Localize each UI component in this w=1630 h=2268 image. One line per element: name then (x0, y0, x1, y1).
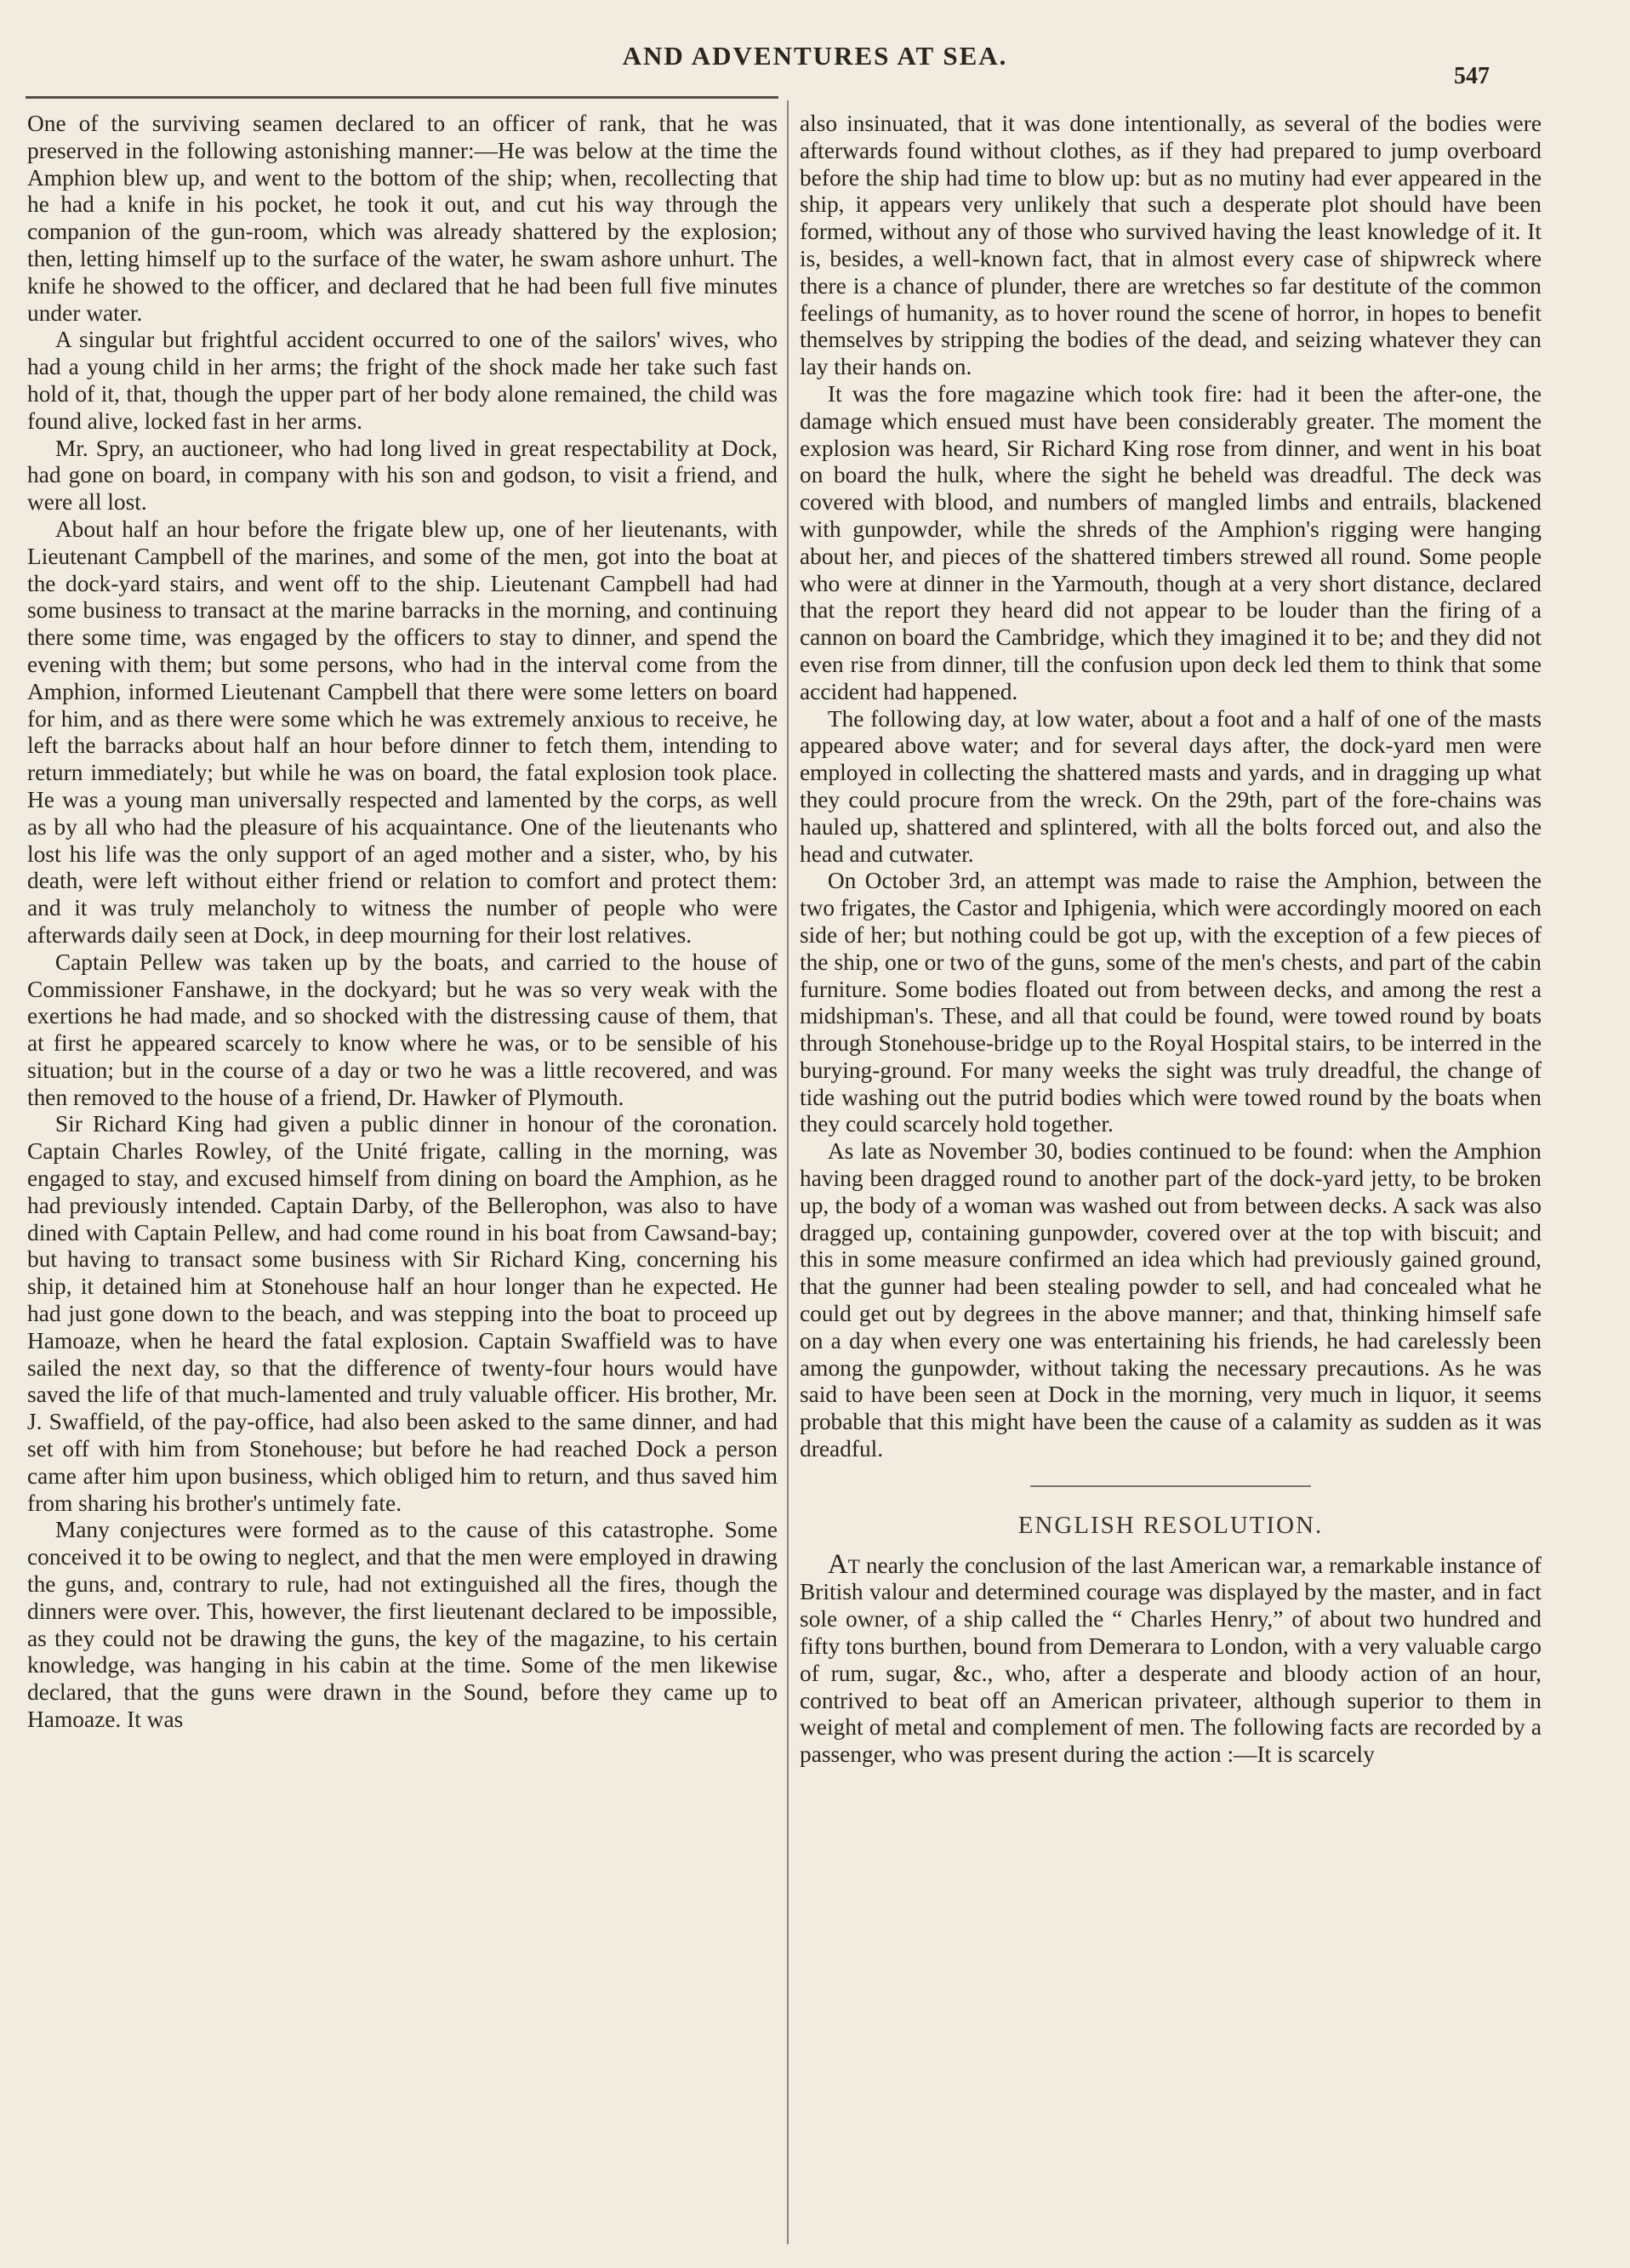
paragraph: Mr. Spry, an auctioneer, who had long lived in great respectability at Dock, had gone on board, in company with his son and godson, to visit a friend, and were all lost. (27, 435, 778, 516)
left-column (27, 111, 778, 1734)
right-column (800, 111, 1542, 1769)
paragraph: The following day, at low water, about a foot and a half of one of the masts appeared above water; and for several days after, the dock-yard men were employed in collecting the shattered masts and yards, and in dragging up what they could procure from the wreck. On the 29th, part of the fore-chains was hauled up, shattered and splintered, with all the bolts forced out, and also the head and cutwater. (800, 705, 1542, 867)
paragraph: also insinuated, that it was done intentionally, as several of the bodies were afterwards found without clothes, as if they had prepared to jump overboard before the ship had time to blow up: but as no mutiny had ever appeared in the ship, it appears very unlikely that such a desperate plot should have been formed, without any of those who survived having the least knowledge of it. It is, besides, a well-known fact, that in almost every case of shipwreck where there is a chance of plunder, there are wretches so far destitute of the common feelings of humanity, as to hover round the scene of horror, in hopes to benefit themselves by stripping the bodies of the dead, and seizing whatever they can lay their hands on. (800, 111, 1542, 380)
section-text: nearly the conclusion of the last American war, a remarkable instance of British valour and determined courage was displayed by the master, and in fact sole owner, of a ship called the “ Charles Henry,” of about two hundred and fifty tons burthen, bound from Demerara to London, with a very valuable cargo of rum, sugar, &c., who, after a desperate and bloody action of an hour, contrived to beat off an American privateer, although superior to them in weight of metal and complement of men. The following facts are recorded by a passenger, who was present during the action :—It is scarcely (800, 1552, 1542, 1768)
page-number: 547 (1454, 63, 1490, 89)
header-rule (26, 96, 778, 99)
paragraph: It was the fore magazine which took fire: had it been the after-one, the damage which ensued must have been considerably greater. The moment the explosion was heard, Sir Richard King rose from dinner, and went in his boat on board the hulk, where the sight he beheld was dreadful. The deck was covered with blood, and numbers of mangled limbs and entrails, blackened with gunpowder, while the shreds of the Amphion's rigging were hanging about her, and pieces of the shattered timbers strewed all round. Some people who were at dinner in the Yarmouth, though at a very short distance, declared that the report they heard did not appear to be louder than the firing of a cannon on board the Cambridge, which they imagined it to be; and they did not even rise from dinner, till the confusion upon deck led them to think that some accident had happened. (800, 380, 1542, 704)
paragraph: Captain Pellew was taken up by the boats, and carried to the house of Commissioner Fanshawe, in the dockyard; but he was so very weak with the exertions he had made, and so shocked with the distressing cause of them, that at first he appeared scarcely to know where he was, or to be sensible of his situation; but in the course of a day or two he was a little recovered, and was then removed to the house of a friend, Dr. Hawker of Plymouth. (27, 949, 778, 1110)
section-heading: ENGLISH RESOLUTION. (1017, 1511, 1324, 1539)
paragraph: On October 3rd, an attempt was made to raise the Amphion, between the two frigates, the Castor and Iphigenia, which were accordingly moored on each side of her; but nothing could be got up, with the exception of a few pieces of the ship, one or two of the guns, some of the men's chests, and part of the cabin furniture. Some bodies floated out from between decks, and among the rest a midshipman's. These, and all that could be found, were towed round by boats through Stonehouse-bridge up to the Royal Hospital stairs, to be interred in the burying-ground. For many weeks the sight was truly dreadful, the change of tide washing out the putrid bodies which were towed round by the boats when they could scarcely hold together. (800, 868, 1542, 1137)
paragraph: As late as November 30, bodies continued to be found: when the Amphion having been dragged round to another part of the dock-yard jetty, to be broken up, the body of a woman was washed out from between decks. A sack was also dragged up, containing gunpowder, covered over at the top with biscuit; and this in some measure confirmed an idea which had previously gained ground, that the gunner had been stealing powder to sell, and had concealed what he could get out by degrees in the above manner; and that, thinking himself safe on a day when every one was entertaining his friends, he had carelessly been among the gunpowder, without taking the necessary precautions. As he was said to have been seen at Dock in the morning, very much in liquor, it seems probable that this might have been the cause of a calamity as sudden as it was dreadful. (800, 1138, 1542, 1462)
section-initial: At (827, 1548, 860, 1580)
section-rule (1030, 1485, 1311, 1487)
paragraph: Many conjectures were formed as to the cause of this catastrophe. Some conceived it to be owing to neglect, and that the men were employed in drawing the guns, and, contrary to rule, had not extinguished all the fires, though the dinners were over. This, however, the first lieutenant declared to be impossible, as they could not be drawing the guns, the key of the magazine, to his certain knowledge, was hanging in his cabin at the time. Some of the men likewise declared, that the guns were drawn in the Sound, before they came up to Hamoaze. It was (27, 1517, 778, 1733)
running-head: AND ADVENTURES AT SEA. (622, 41, 1008, 71)
paragraph: Sir Richard King had given a public dinner in honour of the coronation. Captain Charles Rowley, of the Unité frigate, calling in the morning, was engaged to stay, and excused himself from dining on board the Amphion, as he had previously intended. Captain Darby, of the Bellerophon, was also to have dined with Captain Pellew, and had come round in his boat from Cawsand-bay; but having to transact some business with Sir Richard King, concerning his ship, it detained him at Stonehouse half an hour longer than he expected. He had just gone down to the beach, and was stepping into the boat to proceed up Hamoaze, when he heard the fatal explosion. Captain Swaffield was to have sailed the next day, so that the difference of twenty-four hours would have saved the life of that much-lamented and truly valuable officer. His brother, Mr. J. Swaffield, of the pay-office, had also been asked to the same dinner, and had set off with him from Stonehouse; but before he had reached Dock a person came after him upon business, which obliged him to return, and thus saved him from sharing his brother's untimely fate. (27, 1111, 778, 1516)
section-paragraph (800, 1548, 1542, 1769)
paragraph: About half an hour before the frigate blew up, one of her lieutenants, with Lieutenant Campbell of the marines, and some of the men, got into the boat at the dock-yard stairs, and went off to the ship. Lieutenant Campbell had had some business to transact at the marine barracks in the morning, and continuing there some time, was engaged by the officers to stay to dinner, and spend the evening with them; but some persons, who had in the interval come from the Amphion, informed Lieutenant Campbell that there were some letters on board for him, and as there were some which he was extremely anxious to receive, he left the barracks about half an hour before dinner to fetch them, intending to return immediately; but while he was on board, the fatal explosion took place. He was a young man universally respected and lamented by the corps, as well as by all who had the pleasure of his acquaintance. One of the lieutenants who lost his life was the only support of an aged mother and a sister, who, by his death, were left without either friend or relation to comfort and protect them: and it was truly melancholy to witness the number of people who were afterwards daily seen at Dock, in deep mourning for their lost relatives. (27, 516, 778, 948)
paragraph: A singular but frightful accident occurred to one of the sailors' wives, who had a young child in her arms; the fright of the shock made her take such fast hold of it, that, though the upper part of her body alone remained, the child was found alive, locked fast in her arms. (27, 327, 778, 434)
column-divider (787, 100, 789, 2244)
paragraph: One of the surviving seamen declared to an officer of rank, that he was preserved in the following astonishing manner:—He was below at the time the Amphion blew up, and went to the bottom of the ship; when, recollecting that he had a knife in his pocket, he took it out, and cut his way through the companion of the gun-room, which was already shattered by the explosion; then, letting himself up to the surface of the water, he swam ashore unhurt. The knife he showed to the officer, and declared that he had been full five minutes under water. (27, 111, 778, 326)
